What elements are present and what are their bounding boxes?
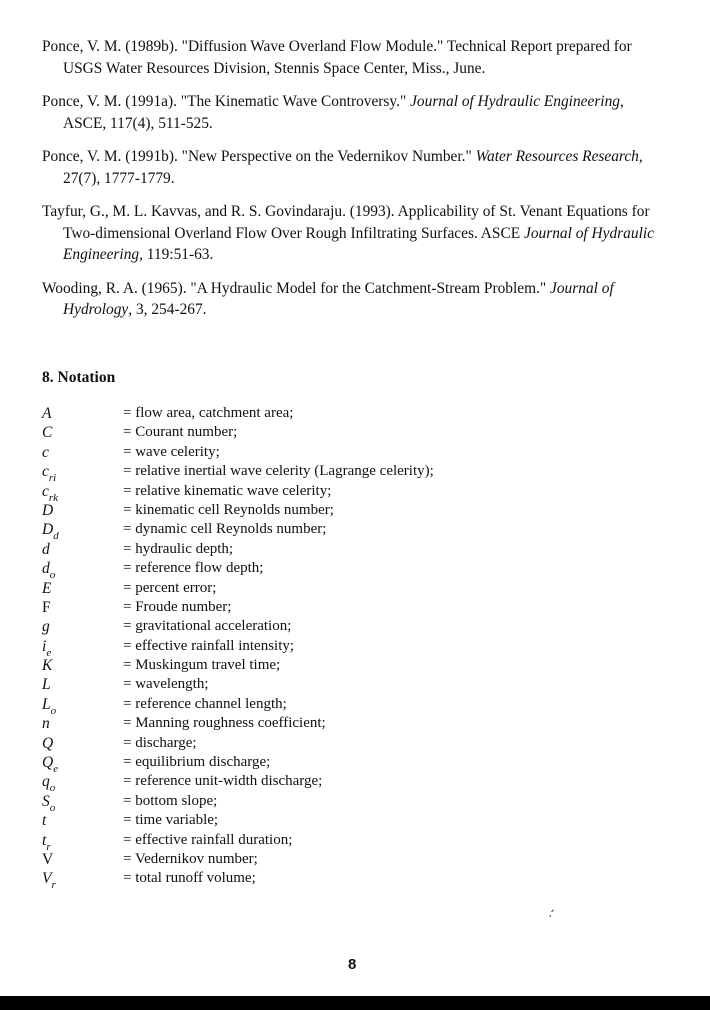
notation-definition: = relative kinematic wave celerity; — [123, 482, 332, 499]
notation-definition: = reference unit-width discharge; — [123, 773, 323, 790]
symbol-base: i — [42, 637, 47, 655]
symbol-subscript: d — [53, 530, 59, 543]
symbol-subscript: o — [50, 704, 57, 717]
reference-details: , 3, 254-267. — [128, 301, 207, 318]
notation-definition: = hydraulic depth; — [123, 540, 234, 557]
reference-text: Ponce, V. M. (1991a). "The Kinematic Wave Controversy." — [42, 93, 411, 110]
notation-row — [42, 695, 662, 717]
symbol-base: A — [42, 405, 52, 422]
reference-journal: Journal of Hydraulic Engineering — [63, 224, 654, 263]
notation-definition: = wave celerity; — [123, 443, 220, 460]
notation-row — [42, 637, 662, 659]
notation-symbol — [42, 540, 50, 559]
reference-details: , 119:51-63. — [139, 246, 214, 263]
symbol-subscript: e — [53, 763, 59, 776]
notation-row — [42, 520, 662, 543]
notation-definition: = discharge; — [123, 734, 197, 751]
symbol-base: q — [42, 773, 50, 791]
notation-symbol — [42, 714, 50, 733]
notation-definition: = effective rainfall intensity; — [123, 637, 295, 654]
notation-definition: = Froude number; — [123, 598, 232, 615]
notation-symbol — [42, 869, 56, 895]
symbol-subscript: rk — [48, 491, 59, 504]
notation-symbol — [42, 579, 51, 598]
symbol-base: V — [42, 870, 52, 888]
notation-row — [42, 462, 662, 485]
notation-row — [42, 656, 662, 675]
reference-entry — [42, 146, 662, 189]
symbol-base: F — [42, 598, 51, 616]
notation-row — [42, 714, 662, 733]
notation-row — [42, 675, 662, 694]
symbol-base: V — [42, 850, 54, 868]
symbol-base: n — [42, 715, 50, 733]
scan-bottom-border — [0, 996, 710, 1010]
symbol-subscript: ri — [48, 472, 57, 485]
notation-row — [42, 404, 662, 423]
symbol-subscript: o — [49, 782, 56, 795]
symbol-base: S — [42, 792, 50, 810]
reference-entry — [42, 278, 662, 321]
notation-definition: = reference flow depth; — [123, 560, 264, 577]
notation-definition: = wavelength; — [123, 676, 209, 693]
notation-row — [42, 753, 662, 776]
symbol-base: E — [42, 579, 52, 597]
notation-definition: = effective rainfall duration; — [123, 831, 293, 848]
notation-definition: = equilibrium discharge; — [123, 754, 271, 771]
notation-row — [42, 559, 662, 582]
reference-entry — [42, 91, 662, 134]
notation-definition: = total runoff volume; — [123, 870, 256, 887]
notation-definition: = percent error; — [123, 579, 217, 596]
notation-symbol — [42, 443, 49, 462]
reference-text: Ponce, V. M. (1991b). "New Perspective on the Vedernikov Number." — [42, 148, 476, 165]
notation-definition: = kinematic cell Reynolds number; — [123, 501, 334, 518]
symbol-base: t — [42, 831, 47, 849]
symbol-base: K — [42, 657, 53, 675]
notation-definition: = reference channel length; — [123, 695, 287, 712]
reference-text: Tayfur, G., M. L. Kavvas, and R. S. Govindaraju. (1993). Applicability of St. Venant Equations for Two-dimensional Overland Flow Over Rough Infiltrating Surfaces. ASCE — [42, 203, 650, 242]
notation-row — [42, 811, 662, 830]
reference-details: , ASCE, 117(4), 511-525. — [63, 93, 624, 132]
notation-list — [42, 404, 662, 892]
notation-row — [42, 579, 662, 598]
symbol-subscript: o — [49, 569, 56, 582]
notation-row — [42, 598, 662, 617]
notation-row — [42, 617, 662, 636]
section-title: 8. Notation — [42, 369, 116, 386]
notation-definition: = Vedernikov number; — [123, 850, 258, 867]
notation-definition: = bottom slope; — [123, 792, 218, 809]
symbol-base: t — [42, 812, 47, 830]
notation-definition: = time variable; — [123, 812, 219, 829]
reference-text: Ponce, V. M. (1989b). "Diffusion Wave Overland Flow Module." Technical Report prepared for USGS Water Resources Division, Stennis Space Center, Miss., June. — [42, 38, 632, 77]
notation-row — [42, 443, 662, 462]
notation-row — [42, 423, 662, 442]
reference-entry — [42, 36, 662, 79]
notation-row — [42, 734, 662, 753]
notation-row — [42, 869, 662, 892]
notation-definition: = Muskingum travel time; — [123, 657, 281, 674]
page-number: 8 — [348, 956, 357, 973]
notation-row — [42, 831, 662, 853]
reference-journal: Journal of Hydrology — [63, 279, 614, 318]
symbol-base: d — [42, 560, 50, 578]
notation-symbol — [42, 617, 50, 636]
notation-row — [42, 792, 662, 814]
reference-journal: Journal of Hydraulic Engineering — [410, 93, 620, 110]
notation-symbol — [42, 811, 46, 830]
notation-row — [42, 482, 662, 504]
references-list — [42, 36, 662, 333]
symbol-base: L — [42, 676, 51, 694]
symbol-base: g — [42, 618, 50, 636]
notation-symbol — [42, 404, 51, 423]
symbol-base: L — [42, 695, 51, 713]
symbol-base: c — [42, 463, 49, 481]
symbol-subscript: o — [49, 801, 56, 814]
notation-definition: = relative inertial wave celerity (Lagrange celerity); — [123, 463, 434, 480]
symbol-base: C — [42, 424, 53, 442]
notation-symbol — [42, 423, 52, 442]
symbol-subscript: r — [51, 879, 56, 892]
notation-symbol — [42, 501, 53, 520]
notation-definition: = Courant number; — [123, 424, 238, 441]
symbol-base: c — [42, 443, 49, 461]
symbol-base: Q — [42, 754, 54, 772]
symbol-subscript: r — [46, 840, 51, 853]
notation-symbol — [42, 656, 52, 675]
notation-symbol — [42, 675, 51, 694]
notation-row — [42, 772, 662, 795]
reference-journal: Water Resources Research — [475, 148, 639, 165]
notation-definition: = gravitational acceleration; — [123, 618, 292, 635]
notation-row — [42, 850, 662, 869]
notation-symbol — [42, 598, 51, 617]
notation-symbol — [42, 850, 53, 869]
symbol-base: d — [42, 540, 50, 558]
stray-mark: ⸵ — [547, 905, 556, 921]
notation-definition: = flow area, catchment area; — [123, 405, 294, 421]
notation-symbol — [42, 734, 53, 753]
reference-details: , 27(7), 1777-1779. — [63, 148, 643, 187]
notation-definition: = Manning roughness coefficient; — [123, 715, 326, 732]
notation-definition: = dynamic cell Reynolds number; — [123, 521, 327, 538]
symbol-base: Q — [42, 734, 54, 752]
symbol-base: c — [42, 482, 49, 500]
reference-entry — [42, 201, 662, 266]
reference-text: Wooding, R. A. (1965). "A Hydraulic Model for the Catchment-Stream Problem." — [42, 279, 551, 297]
symbol-base: D — [42, 501, 54, 519]
notation-row — [42, 540, 662, 559]
symbol-base: D — [42, 521, 54, 539]
symbol-subscript: e — [46, 646, 52, 659]
notation-row — [42, 501, 662, 520]
